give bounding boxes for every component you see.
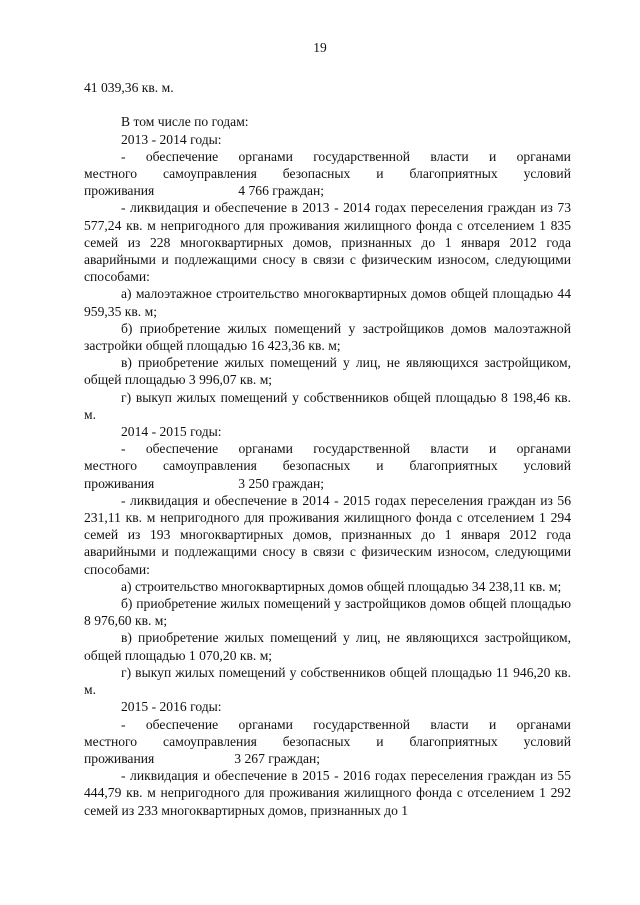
section-2015-2016	[84, 698, 571, 818]
provision-paragraph	[84, 716, 571, 768]
provision-line-1: - обеспечение органами государственной власти и органами	[121, 148, 571, 164]
citizens-count: 3 250 граждан;	[238, 475, 325, 491]
method-g: г) выкуп жилых помещений у собственников общей площадью 11 946,20 кв. м.	[84, 664, 571, 698]
section-2014-2015	[84, 423, 571, 698]
method-a: а) малоэтажное строительство многоквартирных домов общей площадью 44 959,35 кв. м;	[84, 286, 571, 319]
by-years-intro: В том числе по годам:	[121, 114, 249, 130]
liquidation-paragraph: - ликвидация и обеспечение в 2015 - 2016 годах переселения граждан из 55 444,79 кв. м непригодного для проживания жилищного фонда с отселением 1 292 семей из 233 многоквартирных домов, признанных до 1	[84, 768, 571, 818]
method-g: г) выкуп жилых помещений у собственников общей площадью 8 198,46 кв. м.	[84, 389, 571, 422]
provision-paragraph	[84, 440, 571, 492]
provision-line-3: проживания 4 766 граждан;	[84, 183, 325, 199]
liquidation-paragraph: - ликвидация и обеспечение в 2013 - 2014 годах переселения граждан из 73 577,24 кв. м непригодного для проживания жилищного фонда с отселением 1 835 семей из 228 многоквартирных домов, признанных до 1 января 2012 года аварийными и подлежащими сносу в связи с физическим износом, следующими способами:	[84, 200, 571, 285]
year-heading: 2013 - 2014 годы:	[121, 131, 222, 147]
method-v: в) приобретение жилых помещений у лиц, не являющихся застройщиком, общей площадью 1 070,20 кв. м;	[84, 630, 571, 663]
provision-line-1: - обеспечение органами государственной власти и органами	[121, 441, 571, 457]
total-area-line: 41 039,36 кв. м.	[84, 80, 174, 95]
page-number: 19	[313, 40, 327, 55]
provision-line-2: местного самоуправления безопасных и благоприятных условий	[84, 458, 571, 474]
document-body	[84, 79, 571, 819]
provision-line-3: проживания 3 250 граждан;	[84, 475, 325, 491]
provision-line-2: местного самоуправления безопасных и благоприятных условий	[84, 166, 571, 181]
method-b: б) приобретение жилых помещений у застройщиков домов общей площадью 8 976,60 кв. м;	[84, 596, 571, 629]
citizens-count: 4 766 граждан;	[238, 183, 325, 199]
year-heading: 2015 - 2016 годы:	[121, 699, 222, 715]
method-b: б) приобретение жилых помещений у застройщиков домов малоэтажной застройки общей площадью 16 423,36 кв. м;	[84, 320, 571, 354]
year-heading: 2014 - 2015 годы:	[121, 424, 222, 440]
method-a: а) строительство многоквартирных домов общей площадью 34 238,11 кв. м;	[121, 578, 562, 594]
citizens-count: 3 267 граждан;	[234, 750, 321, 766]
section-2013-2014	[84, 131, 571, 423]
provision-line-1: - обеспечение органами государственной власти и органами	[121, 716, 571, 732]
method-v: в) приобретение жилых помещений у лиц, не являющихся застройщиком, общей площадью 3 996,07 кв. м;	[84, 355, 571, 388]
provision-line-3: проживания 3 267 граждан;	[84, 750, 321, 766]
provision-paragraph	[84, 148, 571, 200]
provision-line-2: местного самоуправления безопасных и благоприятных условий	[84, 733, 571, 749]
liquidation-paragraph: - ликвидация и обеспечение в 2014 - 2015 годах переселения граждан из 56 231,11 кв. м непригодного для проживания жилищного фонда с отселением 1 294 семей из 193 многоквартирных домов, признанных до 1 января 2012 года аварийными и подлежащими сносу в связи с физическим износом, следующими способами:	[84, 492, 571, 577]
